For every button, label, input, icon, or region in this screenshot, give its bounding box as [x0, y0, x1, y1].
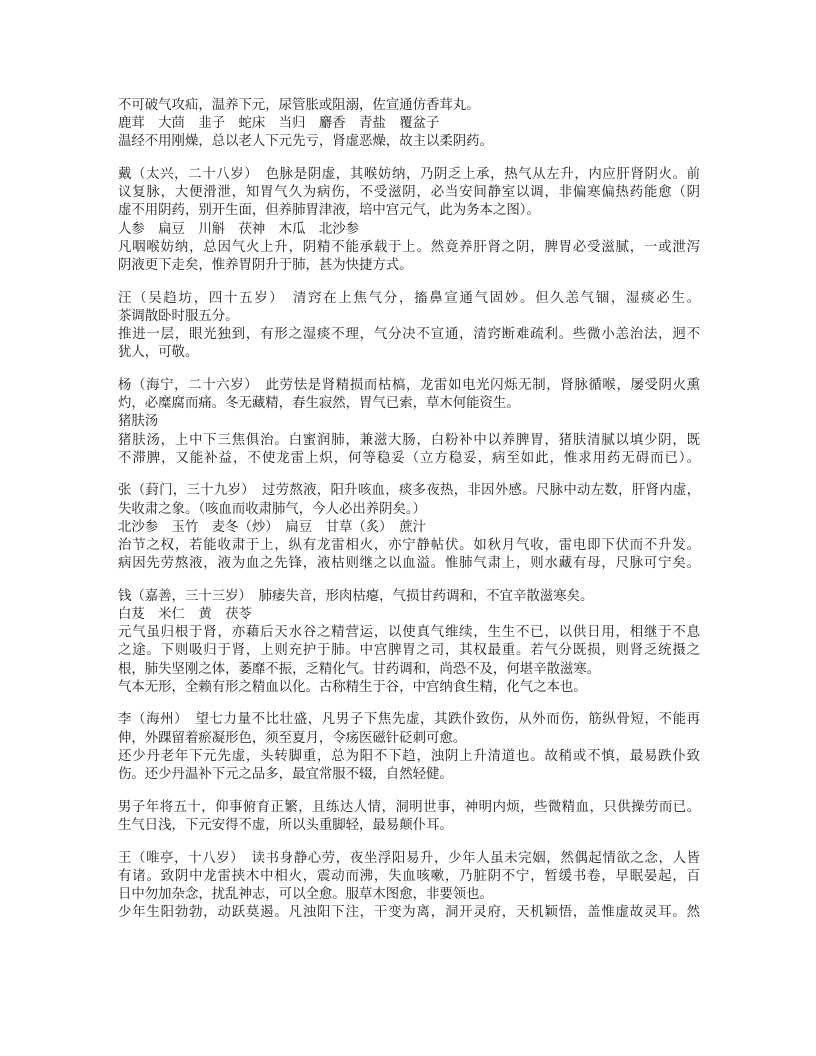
text-line: 元气虽归根于肾，亦藉后天水谷之精营运，以使真气维续，生生不已，以供日用，相继于不息 — [118, 625, 700, 641]
text-line: 猪肤汤，上中下三焦俱治。白蜜润肺，兼滋大肠，白粉补中以养脾胃，猪肤清腻以填少阴，既 — [118, 432, 700, 448]
text-line: 根，肺失坚刚之体，萎靡不振，乏精化气。甘药调和，尚恐不及，何堪辛散滋寒。 — [118, 661, 601, 677]
text-line: 戴（太兴，二十八岁） 色脉是阴虚，其喉妨纳，乃阴乏上承，热气从左升，内应肝肾阴火。前 — [118, 167, 700, 183]
case-paragraph — [118, 166, 700, 275]
text-line: 生气日浅，下元安得不虚，所以头重脚轻，最易颠仆耳。 — [118, 817, 453, 833]
text-line: 人参 扁豆 川斛 茯神 木瓜 北沙参 — [118, 221, 360, 237]
text-line: 北沙参 玉竹 麦冬（炒） 扁豆 甘草（炙） 蔗汁 — [118, 519, 426, 535]
text-line: 汪（吴趋坊，四十五岁） 清窍在上焦气分，搐鼻宣通气固妙。但久恙气锢，湿痰必生。 — [118, 290, 700, 306]
text-line: 推进一层，眼光独到，有形之湿痰不理，气分决不宣通，清窍断难疏利。些微小恙治法，迥不 — [118, 327, 700, 343]
case-paragraph — [118, 97, 700, 152]
text-line: 李（海州） 望七力量不比壮盛，凡男子下焦先虚，其跌仆致伤，从外而伤，筋纵骨短，不能再 — [118, 712, 700, 728]
text-line: 张（葑门，三十九岁） 过劳熬液，阳升咳血，痰多夜热，非因外感。尺脉中动左数，肝肾内虚， — [118, 483, 700, 499]
text-line: 虚不用阴药，别开生面，但养肺胃津液，培中宫元气，此为务本之图）。 — [118, 203, 540, 219]
case-paragraph — [118, 290, 700, 363]
text-line: 猪肤汤 — [118, 414, 159, 430]
text-line: 钱（嘉善，三十三岁） 肺痿失音，形肉枯瘪，气损甘药调和，不宜辛散滋寒矣。 — [118, 588, 594, 604]
case-paragraph — [118, 711, 700, 784]
text-line: 伤。还少丹温补下元之品多，最宜常服不辍，自然轻健。 — [118, 767, 453, 782]
text-line: 男子年将五十，仰事俯育正繁，且练达人情，洞明世事，神明内烦，些微精血，只供操劳而已。 — [118, 799, 700, 815]
text-line: 不滞脾，又能补益，不使龙雷上炽，何等稳妥（立方稳妥，病至如此，惟求用药无碍而已）。 — [118, 450, 700, 466]
text-line: 阴液更下走矣，惟养胃阴升于肺，甚为快捷方式。 — [118, 258, 413, 273]
text-line: 还少丹老年下元先虚，头转脚重，总为阳不下趋，浊阴上升清道也。故稍或不慎，最易跌仆致 — [118, 748, 700, 764]
text-line: 病因先劳熬液，液为血之先锋，液枯则继之以血溢。惟肺气肃上，则水藏有母，尺脉可宁矣。 — [118, 556, 700, 572]
text-line: 之途。下则吸归于肾，上则充护于肺。中宫脾胃之司，其权最重。若气分既损，则肾乏统摄之 — [118, 643, 700, 659]
document-body — [118, 97, 700, 937]
text-line: 鹿茸 大茴 韭子 蛇床 当归 麝香 青盐 覆盆子 — [118, 116, 440, 132]
text-line: 王（唯亭，十八岁） 读书身静心劳，夜坐浮阳易升，少年人虽未完姻，然偶起情欲之念，人皆 — [118, 850, 700, 866]
text-line: 日中勿加杂念，扰乱神志，可以全愈。服草木图愈，非要领也。 — [118, 886, 493, 902]
text-line: 犹人，可敬。 — [118, 345, 199, 361]
case-paragraph — [118, 850, 700, 923]
text-line: 茶调散卧时服五分。 — [118, 308, 239, 324]
text-line: 有诸。致阴中龙雷挟木中相火，震动而沸，失血咳嗽，乃脏阴不宁，暂缓书卷，早眠晏起，百 — [118, 868, 700, 884]
text-line: 少年生阳勃勃，动跃莫遏。凡浊阳下注，干变为离，洞开灵府，天机颖悟，盖惟虚故灵耳。然 — [118, 905, 700, 921]
text-line: 杨（海宁，二十六岁） 此劳怯是肾精损而枯槁，龙雷如电光闪烁无制，肾脉循喉，屡受阴火熏 — [118, 377, 700, 393]
text-line: 灼，必糜腐而痛。冬无藏精，春生寂然，胃气已索，草木何能资生。 — [118, 396, 520, 412]
text-line: 伸，外踝留着瘀凝形色，须至夏月，令疡医磁针砭刺可愈。 — [118, 730, 467, 746]
case-paragraph — [118, 377, 700, 468]
text-line: 治节之权，若能收肃于上，纵有龙雷相火，亦宁静帖伏。如秋月气收，雷电即下伏而不升发。 — [118, 537, 700, 553]
text-line: 不可破气攻疝，温养下元，尿管胀或阻溺，佐宣通仿香茸丸。 — [118, 98, 480, 113]
text-line: 温经不用刚燥，总以老人下元先亏，肾虚恶燥，故主以柔阴药。 — [118, 134, 493, 150]
case-paragraph — [118, 482, 700, 573]
case-paragraph — [118, 799, 700, 835]
text-line: 议复脉，大便滑泄，知胃气久为病伤，不受滋阴，必当安间静室以调，非偏寒偏热药能愈（阴 — [118, 185, 700, 201]
text-line: 气本无形，全赖有形之精血以化。古称精生于谷，中宫纳食生精，化气之本也。 — [118, 679, 587, 695]
text-line: 失收肃之象。（咳血而收肃肺气，今人必出养阴矣。） — [118, 501, 426, 517]
text-line: 白芨 米仁 黄 茯苓 — [118, 607, 252, 622]
case-paragraph — [118, 588, 700, 697]
text-line: 凡咽喉妨纳，总因气火上升，阴精不能承载于上。然竟养肝肾之阴，脾胃必受滋腻，一或泄泻 — [118, 239, 700, 255]
